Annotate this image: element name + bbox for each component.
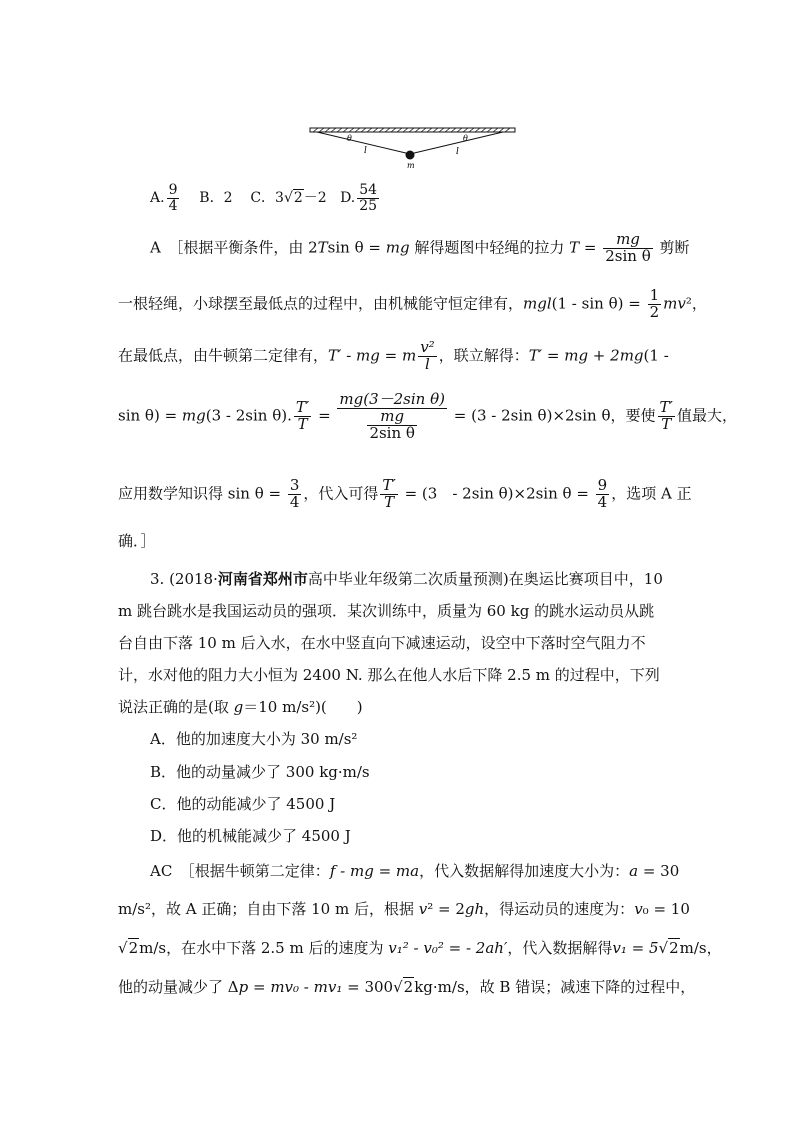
q3-line1: 3. (2018·河南省郑州市高中毕业年级第二次质量预测)在奥运比赛项目中，10: [150, 570, 663, 588]
pendulum-figure: [305, 122, 520, 174]
q3-option-b[interactable]: B．他的动量减少了 300 kg·m/s: [150, 763, 370, 781]
sol2-line5: 应用数学知识得 sin θ = $\frac{3}{4}$ ，代入可得 $\frac{T'}{T}$ = (3 - 2sin θ)×2sin θ = $\frac{9}{4}$ ，选项 A 正: [118, 476, 692, 511]
option-d[interactable]: D. $\frac{54}{25}$: [340, 182, 378, 214]
q3-option-d[interactable]: D．他的机械能减少了 4500 J: [150, 827, 351, 845]
q3-option-a[interactable]: A．他的加速度大小为 30 m/s²: [150, 730, 358, 748]
q2-options: [150, 183, 794, 213]
sol2-line1: A ［根据平衡条件，由 2Tsin θ = mg 解得题图中轻绳的拉力 T = $\frac{mg}{\text{2sin θ}}$ 剪断: [150, 230, 690, 265]
option-b[interactable]: B．2: [199, 190, 233, 207]
option-c[interactable]: C．3√2－2: [250, 190, 327, 207]
q3-line4: 计，水对他的阻力大小恒为 2400 N. 那么在他人水后下降 2.5 m 的过程中，下列: [118, 666, 660, 684]
angle-label-right: θ: [463, 134, 468, 143]
sol3-line3: √2m/s，在水中下落 2.5 m 后的速度为 v₁² - v₀² = - 2ah′，代入数据解得v₁ = 5√2m/s，: [118, 939, 722, 957]
q3-line2: m 跳台跳水是我国运动员的强项．某次训练中，质量为 60 kg 的跳水运动员从跳: [118, 602, 655, 620]
sol3-line1: AC ［根据牛顿第二定律：f - mg = ma，代入数据解得加速度大小为：a = 30: [150, 862, 680, 880]
angle-label-left: θ: [347, 134, 352, 143]
q3-line5: 说法正确的是(取 g＝10 m/s²)( ): [118, 698, 363, 716]
sol2-line6: 确．］: [118, 532, 156, 550]
length-label-right: l: [456, 147, 459, 157]
sol2-line2: 一根轻绳，小球摆至最低点的过程中，由机械能守恒定律有，mgl(1 - sin θ) = $\frac{1}{2}$ mv²，: [118, 286, 707, 321]
sol2-line4: sin θ) = mg(3 - 2sin θ). $\frac{T'}{T}$ = $\frac{\text{mg(3－2sin θ)}}{\frac{mg}{\text{2sin θ}}}$ = (3 - 2sin θ)×2sin θ，要使 $\frac{T'}{T}$ 值最大，: [118, 390, 737, 442]
q3-line3: 台自由下落 10 m 后入水，在水中竖直向下减速运动，设空中下落时空气阻力不: [118, 634, 646, 652]
sol2-line3: 在最低点，由牛顿第二定律有，T′ - mg = m $\frac{\text{v²}}{l}$ ，联立解得：T′ = mg + 2mg(1 -: [118, 338, 669, 373]
length-label-left: l: [364, 146, 367, 156]
mass-label: m: [407, 161, 415, 170]
q3-option-c[interactable]: C．他的动能减少了 4500 J: [150, 795, 336, 813]
sol3-line4: 他的动量减少了 Δp = mv₀ - mv₁ = 300√2kg·m/s，故 B 错误；减速下降的过程中，: [118, 978, 696, 996]
ball: [406, 151, 415, 160]
sol3-line2: m/s²，故 A 正确；自由下落 10 m 后，根据 v² = 2gh，得运动员的速度为：v₀ = 10: [118, 900, 690, 918]
option-a[interactable]: A. $\frac{9}{4}$: [150, 182, 178, 214]
